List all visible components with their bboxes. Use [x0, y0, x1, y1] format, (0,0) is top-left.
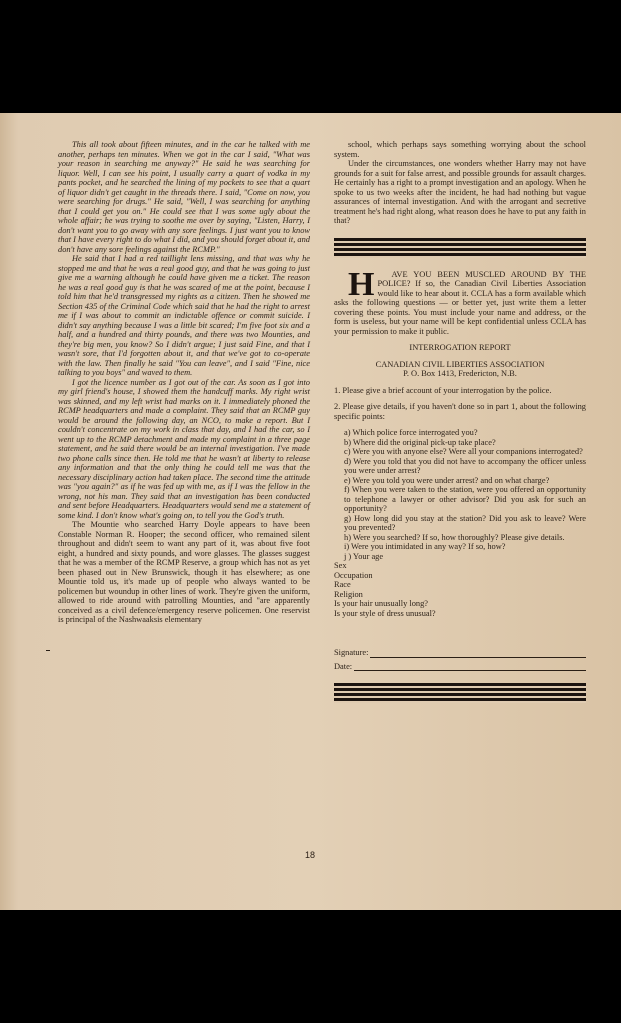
margin-mark: [46, 650, 50, 651]
question-item: g) How long did you stay at the station? Did you ask to leave? Were you prevented?: [344, 513, 586, 532]
question-2: 2. Please give details, if you haven't done so in part 1, about the following specific points:: [334, 402, 586, 421]
question-item: b) Where did the original pick-up take place?: [344, 437, 496, 447]
article-paragraph: This all took about fifteen minutes, and in the car he talked with me another, perhaps ten minutes. When we got in the car I said, "What was your reason in searching me anyway?" He said he was searching for liquor. Well, I can see his point, I usually carry a quart of vodka in my pants pocket, and he searched the lining of my pockets to see that a quart of liquor didn't get caught in the threads there. I said, "Come on now, you were searching for drugs." He said, "Well, I was searching for anything that I could get you on." He could see that I was some ugly about the whole affair; he was trying to soothe me over by saying, "Listen, Harry, I don't want you to go away with any sore feelings. I just want you to know that I have every right to do what I did, and you should forget about it, and don't have any sore feelings against the RCMP.": [58, 140, 310, 254]
org-name: CANADIAN CIVIL LIBERTIES ASSOCIATION: [375, 359, 545, 369]
article-paragraph: The Mountie who searched Harry Doyle appears to have been Constable Norman R. Hooper; the second officer, who remained silent throughout and didn't seem to want any part of it, was about five foot eight, a hundred and sixty pounds, and wore glasses. The glasses suggest that he was a member of the RCMP Reserve, a group which has not as yet been phased out in New Brunswick, though it has elsewhere; as one Mountie told us, it's made up of people who always wanted to be policemen but woundup in other lines of work. They're given the uniform, allowed to ride around with patrolling Mounties, and "are apparently conceived as a civil defence/emergency reserve policemen. One reservist is principal of the Nashwaaksis elementary: [58, 520, 310, 624]
question-item: h) Were you searched? If so, how thoroughly? Please give details.: [344, 532, 565, 542]
article-paragraph: school, which perhaps says something worrying about the school system.: [334, 140, 586, 159]
question-item: a) Which police force interrogated you?: [344, 428, 478, 437]
form-field: Is your hair unusually long?: [334, 599, 428, 608]
article-paragraph: He said that I had a red taillight lens missing, and that was why he stopped me and that he was a real good guy, and that he was going to just give me a warning although he could have given me a ticket. The reason he was a real good guy is that he was scared of me at the point, because I told him that he'd transgressed my rights as a citizen. Then he showed me Section 435 of the Criminal Code which said that he had the right to arrest me if I was about to commit an indictable offence or commit suicide. I didn't say anything because I was a little bit scared; I'm five foot six and a half, and a hundred and thirty pounds, and there was two Mounties, and they're big men, you know? So I didn't argue; I just said Fine, and that I wasn't sore, that I'd forgotten about it, and that we've got to co-operate with the law. Then finally he said "You can leave", and I said "Fine, nice talking to you boys" and waved to them.: [58, 254, 310, 377]
form-field: Is your style of dress unusual?: [334, 608, 436, 618]
article-paragraph: Under the circumstances, one wonders whether Harry may not have grounds for a suit for false arrest, and possible grounds for assault charges. He certainly has a right to a prompt investigation and an apology. When he spoke to us two weeks after the incident, he had had nothing but vague assurances of internal investigation. And with the arrogant and secretive treatment he's had right along, what reason does he have to put any faith in that?: [334, 159, 586, 225]
drop-cap: H: [348, 265, 375, 303]
question-item: d) Were you told that you did not have to accompany the officer unless you were under arrest?: [344, 456, 586, 475]
signature-line: [334, 648, 586, 658]
form-field: Sex: [334, 561, 347, 570]
org-address: P. O. Box 1413, Fredericton, N.B.: [403, 369, 517, 378]
decorative-rule-top: [334, 238, 586, 258]
decorative-rule-bottom: [334, 683, 586, 703]
form-field: Occupation: [334, 570, 373, 580]
question-item: i) Were you intimidated in any way? If so, how?: [344, 542, 506, 551]
article-paragraph: I got the licence number as I got out of the car. As soon as I got into my girl friend's house, I showed them the handcuff marks. My right wrist was skinned, and my left wrist had marks on it. I immediately phoned the RCMP headquarters and made a complaint. They said that an RCMP guy would be around the following day, an NCO, to make a report. But I couldn't concentrate on my work in class that day, and I had the car, so I went up to the RCMP detachment and made my complaint in a three page statement, and he said there would be an internal investigation. I've made two phone calls since then. He told me that he wasn't at liberty to release any information and that the only thing he could tell me was that the necessary disciplinary action had taken place. The second time the attitude was "you again?" as if he was fed up with me, as if I was the fellow in the wrong, not his man. They said that an investigation has been conducted and sent before Headquarters. Headquarters would send me a statement of some kind. I don't know what's going on, to tell you the God's truth.: [58, 377, 310, 520]
question-item: c) Were you with anyone else? Were all your companions interrogated?: [344, 447, 583, 456]
left-column: [58, 140, 310, 625]
signature-label: Signature:: [334, 648, 369, 657]
form-field: Religion: [334, 589, 363, 599]
question-item: e) Were you told you were under arrest? and on what charge?: [344, 475, 550, 485]
date-label: Date:: [334, 661, 353, 671]
report-title: INTERROGATION REPORT: [409, 343, 511, 352]
question-1: 1. Please give a brief account of your interrogation by the police.: [334, 385, 552, 395]
ccla-ad: [334, 265, 586, 672]
ad-intro: AVE YOU BEEN MUSCLED AROUND BY THE POLICE? If so, the Canadian Civil Liberties Association would like to hear about it. CCLA has a form available which asks the following questions — or better yet, just write them a letter covering these points. You must include your name and address, or the form is useless, but your name will be kept confidential unless CCLA has your permission to make it public.: [334, 269, 586, 336]
right-column: [334, 140, 586, 715]
page-number: 18: [305, 850, 316, 860]
magazine-page: [0, 113, 621, 910]
date-line: [334, 662, 586, 672]
question-item: f) When you were taken to the station, were you offered an opportunity to telephone a lawyer or other advisor? Did you ask for such an opportunity?: [344, 485, 586, 513]
form-field: Race: [334, 580, 351, 589]
question-item: j ) Your age: [344, 551, 384, 561]
